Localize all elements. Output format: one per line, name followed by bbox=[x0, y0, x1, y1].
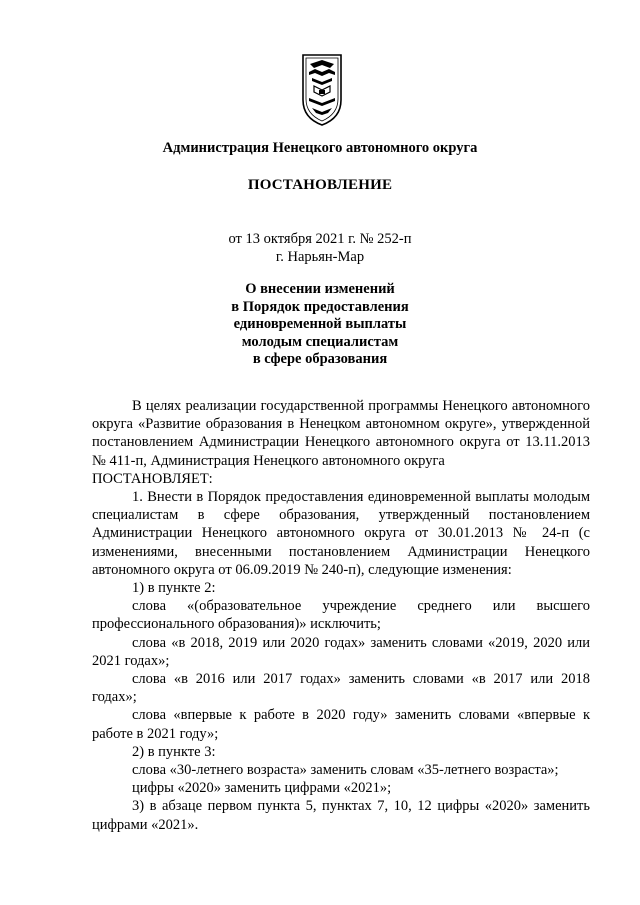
title-line: единовременной выплаты bbox=[233, 316, 407, 332]
paragraph-change: слова «30-летнего возраста» заменить словам «35-летнего возраста»; bbox=[132, 762, 559, 779]
paragraph-subitem-2: 2) в пункте 3: bbox=[132, 743, 216, 760]
date-number: от 13 октября 2021 г. № 252-п bbox=[228, 231, 412, 247]
document-type: ПОСТАНОВЛЕНИЕ bbox=[247, 177, 393, 193]
paragraph-change: слова «(образовательное учреждение среднего или высшего профессионального образования)» исключить; bbox=[92, 598, 590, 633]
title-line: в сфере образования bbox=[252, 351, 388, 367]
paragraph-item-1: 1. Внести в Порядок предоставления единовременной выплаты молодым специалистам в сфере образования, утвержденный постановлением Администрации Ненецкого автономного округа от 30.01.2013 № 24-п (с изменениями, внесенными постановлением Администрации Ненецкого автономного округа от 06.09.2019 № 240-п), следующие изменения: bbox=[92, 489, 590, 578]
paragraph-change: цифры «2020» заменить цифрами «2021»; bbox=[132, 780, 392, 797]
paragraph-preamble: В целях реализации государственной программы Ненецкого автономного округа «Развитие образования в Ненецком автономном округе», утвержденной постановлением Администрации Ненецкого автономного округа от 13.11.2013 № 411-п, Администрация Ненецкого автономного округа bbox=[92, 398, 590, 469]
nao-coat-of-arms-icon bbox=[300, 52, 344, 128]
title-line: О внесении изменений bbox=[245, 281, 395, 297]
paragraph-change: слова «в 2016 или 2017 годах» заменить словами «в 2017 или 2018 годах»; bbox=[92, 671, 590, 706]
paragraph-subitem-3: 3) в абзаце первом пункта 5, пунктах 7, 10, 12 цифры «2020» заменить цифрами «2021». bbox=[92, 798, 590, 833]
organization-name: Администрация Ненецкого автономного округа bbox=[162, 140, 478, 156]
paragraph-resolves: ПОСТАНОВЛЯЕТ: bbox=[92, 470, 213, 487]
paragraph-subitem-1: 1) в пункте 2: bbox=[132, 580, 216, 597]
date-number-block bbox=[0, 230, 640, 266]
document-body bbox=[92, 397, 590, 834]
paragraph-change: слова «в 2018, 2019 или 2020 годах» заменить словами «2019, 2020 или 2021 годах»; bbox=[92, 634, 590, 669]
title-line: в Порядок предоставления bbox=[231, 298, 409, 315]
city: г. Нарьян-Мар bbox=[275, 249, 365, 265]
paragraph-change: слова «впервые к работе в 2020 году» заменить словами «впервые к работе в 2021 году»; bbox=[92, 707, 590, 742]
document-title bbox=[0, 281, 640, 369]
title-line: молодым специалистам bbox=[241, 333, 399, 350]
